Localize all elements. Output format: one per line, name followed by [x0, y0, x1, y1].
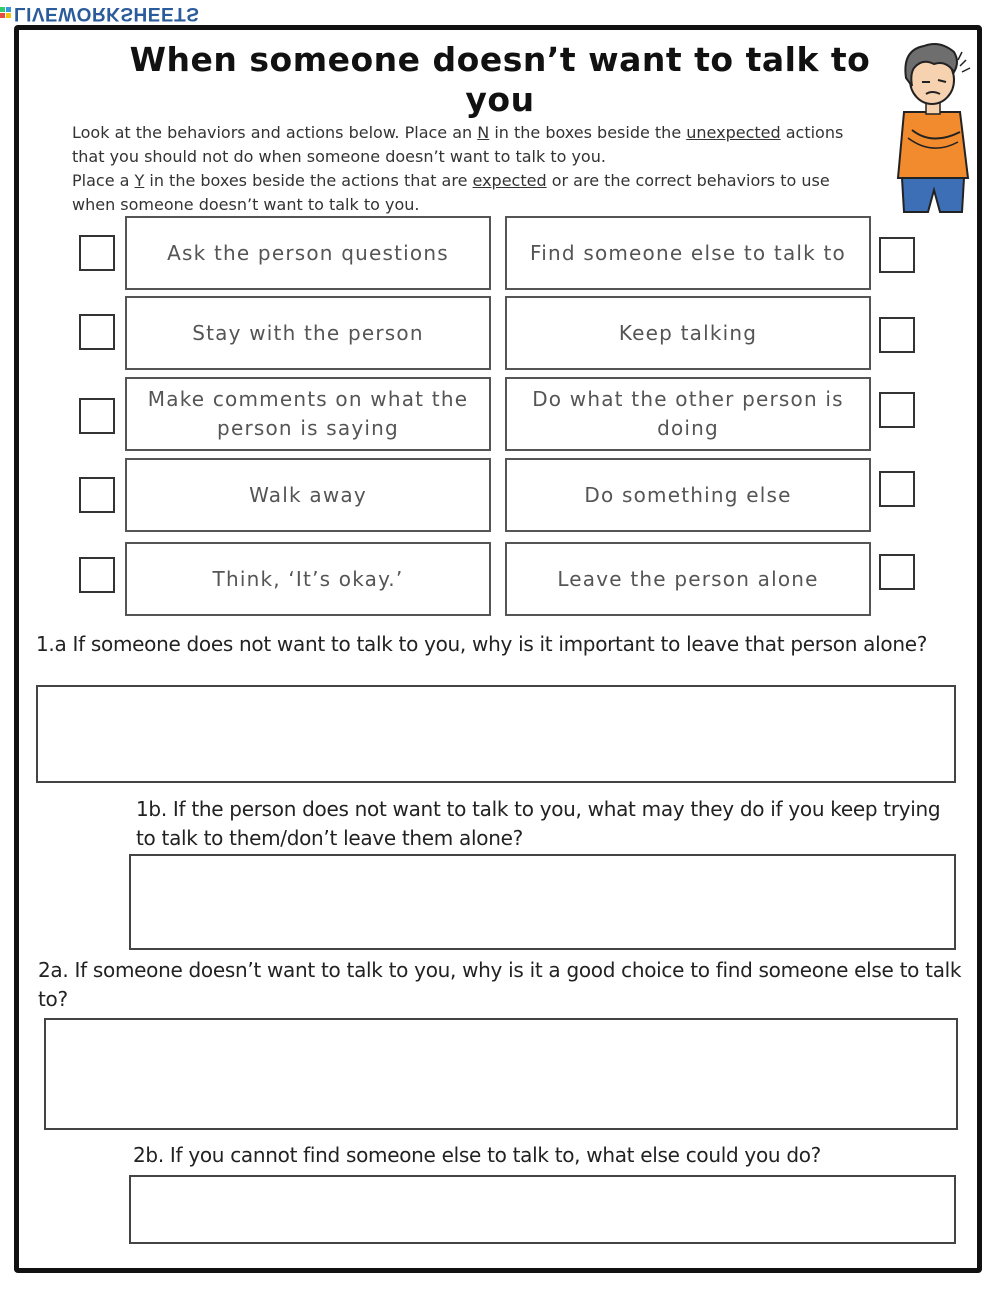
answer-box-left-4[interactable] — [79, 477, 115, 513]
answer-box-right-5[interactable] — [879, 554, 915, 590]
question-2a: 2a. If someone doesn’t want to talk to you, why is it a good choice to find someone else to talk to? — [38, 958, 962, 1011]
answer-box-left-3[interactable] — [79, 398, 115, 434]
answer-box-right-1[interactable] — [879, 237, 915, 273]
action-card-left-1 — [125, 216, 491, 290]
liveworksheets-logo — [0, 2, 199, 24]
instructions-text: in the boxes beside the — [489, 123, 687, 142]
action-label: Leave the person alone — [557, 566, 819, 591]
action-label: Think, ‘It’s okay.’ — [212, 566, 404, 591]
letter-y: Y — [134, 171, 145, 190]
instructions-text: Place a — [72, 171, 135, 190]
answer-box-left-5[interactable] — [79, 557, 115, 593]
word-expected: expected — [472, 171, 547, 190]
word-unexpected: unexpected — [686, 123, 781, 142]
action-card-right-5 — [505, 542, 871, 616]
answer-2b-field[interactable] — [129, 1175, 956, 1244]
logo-text: LIVEWORKSHEETS — [14, 3, 200, 24]
action-card-left-3 — [125, 377, 491, 451]
action-label: Keep talking — [618, 320, 758, 345]
question-2b: 2b. If you cannot find someone else to talk to, what else could you do? — [133, 1143, 821, 1167]
instructions-text: or are the correct behaviors to use when someone doesn’t want to talk to you. — [72, 171, 830, 214]
logo-icon — [0, 8, 11, 19]
instructions-text: actions that you should not do when someone doesn’t want to talk to you. — [72, 123, 844, 166]
answer-box-right-2[interactable] — [879, 317, 915, 353]
instructions-text: Look at the behaviors and actions below. Place an — [72, 123, 478, 142]
action-card-right-2 — [505, 296, 871, 370]
instructions — [72, 121, 852, 217]
action-label: Ask the person questions — [167, 240, 449, 265]
letter-n: N — [477, 123, 490, 142]
answer-1b-field[interactable] — [129, 854, 956, 950]
action-card-left-5 — [125, 542, 491, 616]
boy-illustration-icon — [888, 38, 976, 214]
page-title: When someone doesn’t want to talk to you — [129, 40, 871, 119]
question-1a: 1.a If someone does not want to talk to you, why is it important to leave that person alone? — [36, 632, 928, 656]
answer-1a-field[interactable] — [36, 685, 956, 783]
answer-box-left-2[interactable] — [79, 314, 115, 350]
answer-box-right-3[interactable] — [879, 392, 915, 428]
action-card-right-3 — [505, 377, 871, 451]
action-card-left-2 — [125, 296, 491, 370]
answer-box-right-4[interactable] — [879, 471, 915, 507]
action-label: Find someone else to talk to — [529, 240, 846, 265]
action-card-left-4 — [125, 458, 491, 532]
action-label: Do something else — [584, 482, 792, 507]
answer-2a-field[interactable] — [44, 1018, 958, 1130]
instructions-text: in the boxes beside the actions that are — [144, 171, 473, 190]
action-label: Stay with the person — [192, 320, 424, 345]
action-card-right-4 — [505, 458, 871, 532]
question-1b: 1b. If the person does not want to talk to you, what may they do if you keep trying to talk to them/don’t leave them alone? — [136, 797, 941, 850]
action-label: Walk away — [249, 482, 367, 507]
answer-box-left-1[interactable] — [79, 235, 115, 271]
action-card-right-1 — [505, 216, 871, 290]
action-label: Make comments on what the person is saying — [147, 387, 469, 440]
action-label: Do what the other person is doing — [532, 387, 844, 440]
